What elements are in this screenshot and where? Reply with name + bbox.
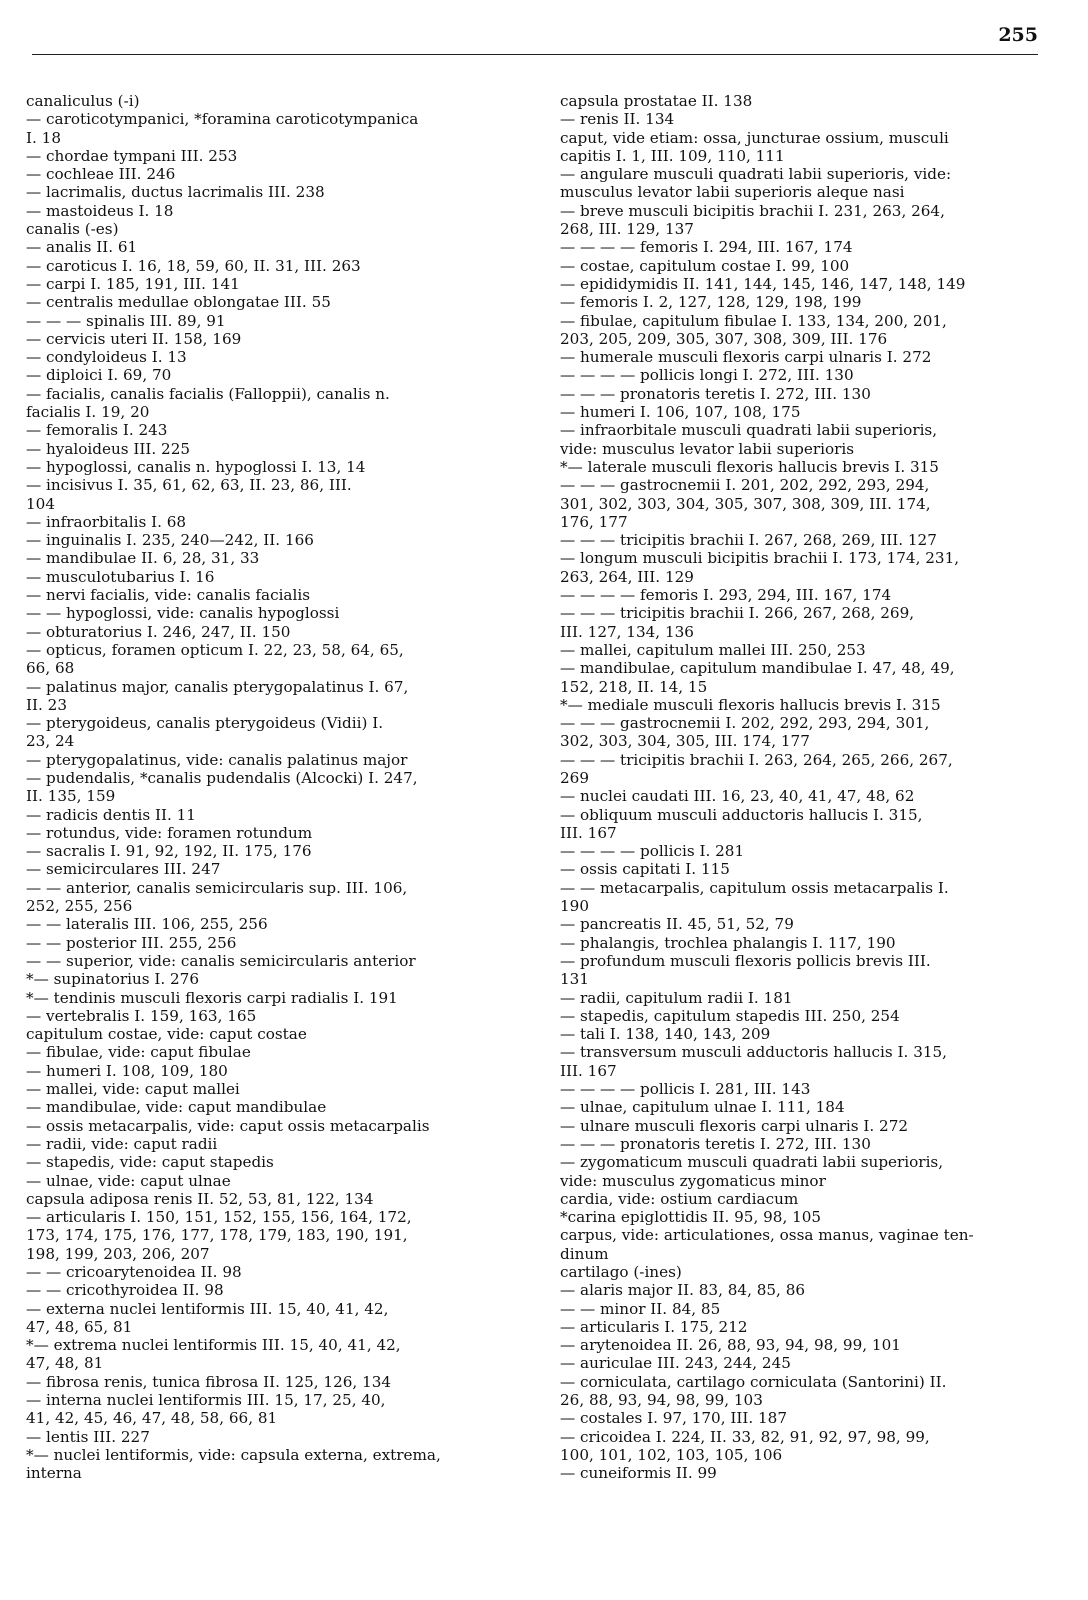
index-line: — radii, capitulum radii I. 181 (560, 988, 793, 1007)
index-line: — — metacarpalis, capitulum ossis metacarpalis I. (560, 878, 949, 897)
index-line: — chordae tympani III. 253 (26, 146, 238, 165)
index-line: — mandibulae II. 6, 28, 31, 33 (26, 549, 260, 568)
index-line: 301, 302, 303, 304, 305, 307, 308, 309, III. 174, (560, 494, 931, 513)
index-line: cardia, vide: ostium cardiacum (560, 1189, 799, 1208)
index-line: — analis II. 61 (26, 238, 138, 257)
index-line: — — — — pollicis longi I. 272, III. 130 (560, 366, 854, 385)
index-line: 252, 255, 256 (26, 897, 133, 916)
index-line: — hypoglossi, canalis n. hypoglossi I. 13, 14 (26, 457, 366, 476)
index-line: — centralis medullae oblongatae III. 55 (26, 293, 331, 312)
header-rule (32, 54, 1038, 55)
index-line: — mandibulae, vide: caput mandibulae (26, 1098, 327, 1117)
index-line: — pterygoideus, canalis pterygoideus (Vidii) I. (26, 714, 384, 733)
index-line: — fibulae, vide: caput fibulae (26, 1043, 251, 1062)
page-number: 255 (998, 24, 1038, 46)
index-line: — — lateralis III. 106, 255, 256 (26, 915, 268, 934)
index-line: — femoris I. 2, 127, 128, 129, 198, 199 (560, 293, 862, 312)
index-line: II. 23 (26, 695, 67, 714)
index-line: — caroticus I. 16, 18, 59, 60, II. 31, III. 263 (26, 256, 361, 275)
index-line: — — minor II. 84, 85 (560, 1299, 721, 1318)
index-line: — obliquum musculi adductoris hallucis I. 315, (560, 805, 923, 824)
index-line: — carpi I. 185, 191, III. 141 (26, 274, 240, 293)
index-line: — caroticotympanici, *foramina caroticotympanica (26, 110, 419, 129)
index-line: III. 167 (560, 823, 617, 842)
index-line: — ossis capitati I. 115 (560, 860, 730, 879)
index-line: 100, 101, 102, 103, 105, 106 (560, 1445, 783, 1464)
index-line: — — anterior, canalis semicircularis sup. III. 106, (26, 878, 408, 897)
index-line: — zygomaticum musculi quadrati labii superioris, (560, 1153, 944, 1172)
index-line: 47, 48, 81 (26, 1354, 104, 1373)
index-line: 302, 303, 304, 305, III. 174, 177 (560, 732, 810, 751)
index-line: 66, 68 (26, 659, 75, 678)
index-line: 47, 48, 65, 81 (26, 1317, 133, 1336)
index-line: — infraorbitale musculi quadrati labii superioris, (560, 421, 938, 440)
index-line: — rotundus, vide: foramen rotundum (26, 823, 313, 842)
index-line: — cuneiformis II. 99 (560, 1464, 717, 1483)
index-line: — incisivus I. 35, 61, 62, 63, II. 23, 86, III. (26, 476, 352, 495)
index-line: — stapedis, vide: caput stapedis (26, 1153, 274, 1172)
index-line: — lentis III. 227 (26, 1427, 150, 1446)
index-line: — cricoidea I. 224, II. 33, 82, 91, 92, 97, 98, 99, (560, 1427, 930, 1446)
index-line: — breve musculi bicipitis brachii I. 231, 263, 264, (560, 201, 945, 220)
index-line: 203, 205, 209, 305, 307, 308, 309, III. 176 (560, 329, 888, 348)
index-line: — longum musculi bicipitis brachii I. 173, 174, 231, (560, 549, 960, 568)
index-line: — nuclei caudati III. 16, 23, 40, 41, 47, 48, 62 (560, 787, 915, 806)
index-line: — costae, capitulum costae I. 99, 100 (560, 256, 850, 275)
index-line: 23, 24 (26, 732, 75, 751)
index-line: canaliculus (-i) (26, 92, 140, 110)
index-line: — — — pronatoris teretis I. 272, III. 130 (560, 1134, 871, 1153)
index-line: — tali I. 138, 140, 143, 209 (560, 1025, 771, 1044)
index-line: 152, 218, II. 14, 15 (560, 677, 708, 696)
index-line: — ulnare musculi flexoris carpi ulnaris I. 272 (560, 1116, 909, 1135)
index-line: — nervi facialis, vide: canalis facialis (26, 586, 310, 605)
index-line: *— supinatorius I. 276 (26, 970, 200, 989)
index-line: — cervicis uteri II. 158, 169 (26, 329, 242, 348)
index-line: *— extrema nuclei lentiformis III. 15, 40, 41, 42, (26, 1336, 401, 1355)
index-line: caput, vide etiam: ossa, juncturae ossium, musculi (560, 128, 949, 147)
index-line: capsula prostatae II. 138 (560, 92, 753, 110)
index-line: — hyaloideus III. 225 (26, 439, 191, 458)
index-line: — epididymidis II. 141, 144, 145, 146, 147, 148, 149 (560, 274, 966, 293)
index-line: — humeri I. 108, 109, 180 (26, 1061, 228, 1080)
index-line: — ulnae, capitulum ulnae I. 111, 184 (560, 1098, 845, 1117)
index-line: capitulum costae, vide: caput costae (26, 1025, 307, 1044)
index-line: — — posterior III. 255, 256 (26, 933, 237, 952)
index-line: — — — — pollicis I. 281 (560, 842, 745, 861)
index-line: — auriculae III. 243, 244, 245 (560, 1354, 791, 1373)
index-line: cartilago (-ines) (560, 1263, 682, 1281)
index-line: — mandibulae, capitulum mandibulae I. 47, 48, 49, (560, 659, 955, 678)
index-line: *— laterale musculi flexoris hallucis brevis I. 315 (560, 457, 939, 476)
index-line: — radicis dentis II. 11 (26, 805, 196, 824)
index-line: — alaris major II. 83, 84, 85, 86 (560, 1281, 806, 1300)
index-line: — — — spinalis III. 89, 91 (26, 311, 226, 330)
index-line: — — — tricipitis brachii I. 266, 267, 268, 269, (560, 604, 915, 623)
index-line: — — — gastrocnemii I. 201, 202, 292, 293, 294, (560, 476, 930, 495)
index-line: — femoralis I. 243 (26, 421, 168, 440)
index-line: — pudendalis, *canalis pudendalis (Alcocki) I. 247, (26, 768, 418, 787)
index-line: — palatinus major, canalis pterygopalatinus I. 67, (26, 677, 409, 696)
index-line: — fibrosa renis, tunica fibrosa II. 125, 126, 134 (26, 1372, 392, 1391)
index-line: — infraorbitalis I. 68 (26, 512, 187, 531)
index-line: 173, 174, 175, 176, 177, 178, 179, 183, 190, 191, (26, 1226, 408, 1245)
index-line: — opticus, foramen opticum I. 22, 23, 58, 64, 65, (26, 640, 404, 659)
index-line: III. 167 (560, 1061, 617, 1080)
index-line: II. 135, 159 (26, 787, 116, 806)
index-line: — humerale musculi flexoris carpi ulnaris I. 272 (560, 348, 932, 367)
index-line: — transversum musculi adductoris hallucis I. 315, (560, 1043, 948, 1062)
index-line: — mallei, vide: caput mallei (26, 1080, 240, 1099)
index-line: capitis I. 1, III. 109, 110, 111 (560, 146, 785, 165)
index-line: — articularis I. 150, 151, 152, 155, 156, 164, 172, (26, 1208, 412, 1227)
index-line: — — — tricipitis brachii I. 267, 268, 269, III. 127 (560, 531, 937, 550)
index-line: — — hypoglossi, vide: canalis hypoglossi (26, 604, 340, 623)
index-line: — — — pronatoris teretis I. 272, III. 130 (560, 384, 871, 403)
index-line: capsula adiposa renis II. 52, 53, 81, 122, 134 (26, 1189, 374, 1208)
index-line: — — cricothyroidea II. 98 (26, 1281, 224, 1300)
index-line: — — — — pollicis I. 281, III. 143 (560, 1080, 811, 1099)
index-line: — angulare musculi quadrati labii superioris, vide: (560, 165, 952, 184)
index-line: — fibulae, capitulum fibulae I. 133, 134, 200, 201, (560, 311, 947, 330)
index-column-left (26, 92, 518, 1483)
index-line: — facialis, canalis facialis (Falloppii), canalis n. (26, 384, 390, 403)
index-line: 176, 177 (560, 512, 628, 531)
index-line: dinum (560, 1244, 609, 1263)
index-line: — renis II. 134 (560, 110, 675, 129)
index-line: 263, 264, III. 129 (560, 567, 694, 586)
index-line: — costales I. 97, 170, III. 187 (560, 1409, 788, 1428)
index-line: — sacralis I. 91, 92, 192, II. 175, 176 (26, 842, 312, 861)
index-line: canalis (-es) (26, 220, 119, 239)
index-line: *— mediale musculi flexoris hallucis brevis I. 315 (560, 695, 941, 714)
index-line: — — — tricipitis brachii I. 263, 264, 265, 266, 267, (560, 750, 953, 769)
index-line: — corniculata, cartilago corniculata (Santorini) II. (560, 1372, 947, 1391)
index-line: — pterygopalatinus, vide: canalis palatinus major (26, 750, 408, 769)
index-line: — pancreatis II. 45, 51, 52, 79 (560, 915, 794, 934)
index-line: 190 (560, 897, 589, 916)
index-line: — phalangis, trochlea phalangis I. 117, 190 (560, 933, 896, 952)
index-line: carpus, vide: articulationes, ossa manus, vaginae ten- (560, 1226, 974, 1245)
index-line: — arytenoidea II. 26, 88, 93, 94, 98, 99, 101 (560, 1336, 901, 1355)
index-line: — — — — femoris I. 293, 294, III. 167, 174 (560, 586, 892, 605)
index-column-right (560, 92, 1040, 1483)
index-line: — articularis I. 175, 212 (560, 1317, 748, 1336)
index-line: — — cricoarytenoidea II. 98 (26, 1263, 242, 1281)
index-line: — inguinalis I. 235, 240—242, II. 166 (26, 531, 314, 550)
index-line: — radii, vide: caput radii (26, 1134, 218, 1153)
index-line: 41, 42, 45, 46, 47, 48, 58, 66, 81 (26, 1409, 278, 1428)
index-line: — obturatorius I. 246, 247, II. 150 (26, 622, 291, 641)
index-line: — interna nuclei lentiformis III. 15, 17, 25, 40, (26, 1391, 386, 1410)
index-line: — diploici I. 69, 70 (26, 366, 172, 385)
index-line: — stapedis, capitulum stapedis III. 250, 254 (560, 1006, 900, 1025)
index-line: — musculotubarius I. 16 (26, 567, 215, 586)
index-line: *carina epiglottidis II. 95, 98, 105 (560, 1208, 822, 1227)
index-line: — ulnae, vide: caput ulnae (26, 1171, 231, 1190)
index-line: — humeri I. 106, 107, 108, 175 (560, 403, 801, 422)
index-line: — — superior, vide: canalis semicircularis anterior (26, 951, 416, 970)
index-line: vide: musculus zygomaticus minor (560, 1171, 826, 1190)
index-line: — cochleae III. 246 (26, 165, 176, 184)
index-line: facialis I. 19, 20 (26, 403, 150, 422)
index-line: *— nuclei lentiformis, vide: capsula externa, extrema, (26, 1445, 441, 1464)
index-line: — — — — femoris I. 294, III. 167, 174 (560, 238, 853, 257)
index-line: *— tendinis musculi flexoris carpi radialis I. 191 (26, 988, 398, 1007)
index-line: 269 (560, 768, 589, 787)
index-line: musculus levator labii superioris aleque nasi (560, 183, 905, 202)
index-line: 104 (26, 494, 55, 513)
index-line: — mastoideus I. 18 (26, 201, 174, 220)
index-line: — ossis metacarpalis, vide: caput ossis metacarpalis (26, 1116, 430, 1135)
index-line: I. 18 (26, 128, 61, 147)
index-line: — profundum musculi flexoris pollicis brevis III. (560, 951, 931, 970)
index-line: III. 127, 134, 136 (560, 622, 694, 641)
index-line: — semicirculares III. 247 (26, 860, 221, 879)
index-line: interna (26, 1464, 82, 1483)
index-line: 268, III. 129, 137 (560, 220, 694, 239)
index-line: 198, 199, 203, 206, 207 (26, 1244, 210, 1263)
index-line: 26, 88, 93, 94, 98, 99, 103 (560, 1391, 763, 1410)
index-line: — condyloideus I. 13 (26, 348, 187, 367)
index-line: — — — gastrocnemii I. 202, 292, 293, 294, 301, (560, 714, 930, 733)
index-line: — externa nuclei lentiformis III. 15, 40, 41, 42, (26, 1299, 389, 1318)
index-line: vide: musculus levator labii superioris (560, 439, 855, 458)
index-line: — lacrimalis, ductus lacrimalis III. 238 (26, 183, 325, 202)
index-line: 131 (560, 970, 589, 989)
index-line: — mallei, capitulum mallei III. 250, 253 (560, 640, 866, 659)
index-line: — vertebralis I. 159, 163, 165 (26, 1006, 257, 1025)
